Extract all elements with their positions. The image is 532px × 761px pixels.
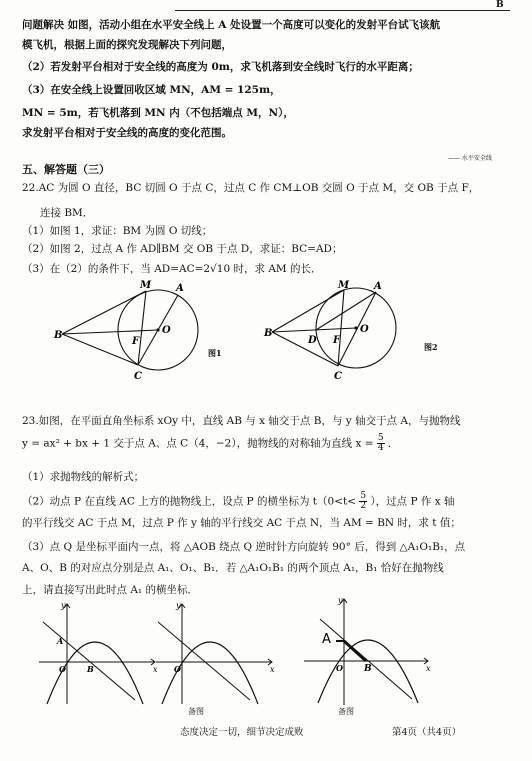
q22-line-2: 连接 BM． [40,207,94,219]
graph1-x-label: x [153,665,158,674]
parabola-graph-2 [152,600,282,708]
label-B-2: B [264,328,273,339]
section-title: 五、解答题（三） [22,163,110,176]
axis-fraction-den: 4 [377,443,384,453]
q22-line-1: 22.AC 为圆 O 直径，BC 切圆 O 于点 C，过点 C 作 CM⊥OB 交圆 O 于点 M，交 OB 于点 F， [22,182,480,194]
q23-sub-3a: （3）点 Q 是坐标平面内一点，将 △AOB 绕点 Q 逆时针方向旋转 90° 后，得到 △A₁O₁B₁，点 [22,541,466,553]
axis-fraction-num: 5 [377,433,384,443]
figure-1-caption: 图1 [208,348,222,358]
graph3-A-label: A [322,632,331,647]
label-O-2: O [360,324,369,335]
graph1-A-label: A [57,636,64,646]
label-F-2: F [333,335,341,346]
parabola-graph-3 [300,595,440,708]
circle-figure-1 [50,280,230,385]
q22-line-3: （1）如图 1，求证：BM 为圆 O 切线； [22,225,213,237]
graph2-x-label: x [270,665,275,674]
footer-motto: 态度决定一切，细节决定成败 [180,727,304,738]
problem-line-5: MN = 5m，若飞机落到 MN 内（不包括端点 M，N）， [22,107,294,119]
circle-figure-2 [260,280,420,385]
graph1-y-label: y [61,601,66,610]
problem-line-6: 求发射平台相对于安全线的高度的变化范围。 [22,127,232,139]
q23-sub-2a-text: （2）动点 P 在直线 AC 上方的抛物线上，设点 P 的横坐标为 t（0<t< [22,495,357,508]
graph1-O-label: O [59,664,66,674]
t-fraction [359,492,367,511]
q23-sub-2a [22,492,455,511]
header-rule [175,10,510,11]
label-A-2: A [374,281,382,292]
problem-line-3: （2）若发射平台相对于安全线的高度为 0m，求飞机落到安全线时飞行的水平距离； [22,61,419,73]
label-C-2: C [334,371,342,382]
q23-sub-1: （1）求抛物线的解析式； [22,471,145,483]
t-fraction-den: 2 [360,501,367,511]
q23-line-2-end: ． [387,437,399,450]
label-M: M [140,280,152,291]
q23-sub-2a-end: ），过点 P 作 x 轴 [370,495,455,508]
axis-fraction [377,434,385,453]
label-A: A [176,283,184,294]
q23-line-2 [22,434,398,453]
q22-line-4: （2）如图 2，过点 A 作 AD∥BM 交 OB 于点 D，求证：BC=AD； [22,243,343,255]
footer-page-number: 第4页（共4页） [392,727,462,738]
label-B: B [54,330,63,341]
graph-2-caption: 备图 [188,707,204,716]
q23-line-2-text: y = ax² + bx + 1 交于点 A、点 C（4，−2），抛物线的对称轴为直线 x = [22,437,374,450]
problem-line-4: （3）在安全线上设置回收区域 MN，AM = 125m， [22,84,281,96]
header-mark: B [496,0,504,10]
label-O: O [162,325,171,336]
safety-line-legend: —— 水平安全线 [448,155,492,162]
q22-line-5: （3）在（2）的条件下，当 AD=AC=2√10 时，求 AM 的长． [22,263,322,275]
q23-sub-3b: A、O、B 的对应点分别是点 A₁、O₁、B₁．若 △A₁O₁B₁ 的两个顶点 A₁，B₁ 恰好在抛物线 [22,562,444,574]
graph3-y-label: y [338,596,343,605]
graph-3-caption: 备图 [338,707,354,716]
parabola-graph-1 [35,600,165,708]
label-F: F [132,336,140,347]
t-fraction-num: 5 [360,491,367,501]
graph3-O-label: O [336,663,343,673]
problem-line-1: 问题解决 如图，活动小组在水平安全线上 A 处设置一个高度可以变化的发射平台试飞该航 [22,19,441,31]
graph2-O-label: O [174,664,181,674]
label-D-2: D [308,335,317,346]
graph2-y-label: y [176,601,181,610]
label-M-2: M [338,280,350,291]
problem-line-2: 模飞机，根据上面的探究发现解决下列问题， [22,39,232,51]
label-C: C [134,371,142,382]
q23-sub-2b: 的平行线交 AC 于点 M，过点 P 作 y 轴的平行线交 AC 于点 N，当 AM = BN 时，求 t 值； [22,517,461,529]
figure-2-caption: 图2 [424,342,438,352]
q23-sub-3c: 上，请直接写出此时点 A₁ 的横坐标． [22,584,198,596]
graph1-B-label: B [87,664,94,674]
graph3-x-label: x [426,664,431,673]
graph3-B-label: B [364,664,372,674]
q23-line-1: 23.如图，在平面直角坐标系 xOy 中，直线 AB 与 x 轴交于点 B，与 y 轴交于点 A，与抛物线 [22,415,461,427]
